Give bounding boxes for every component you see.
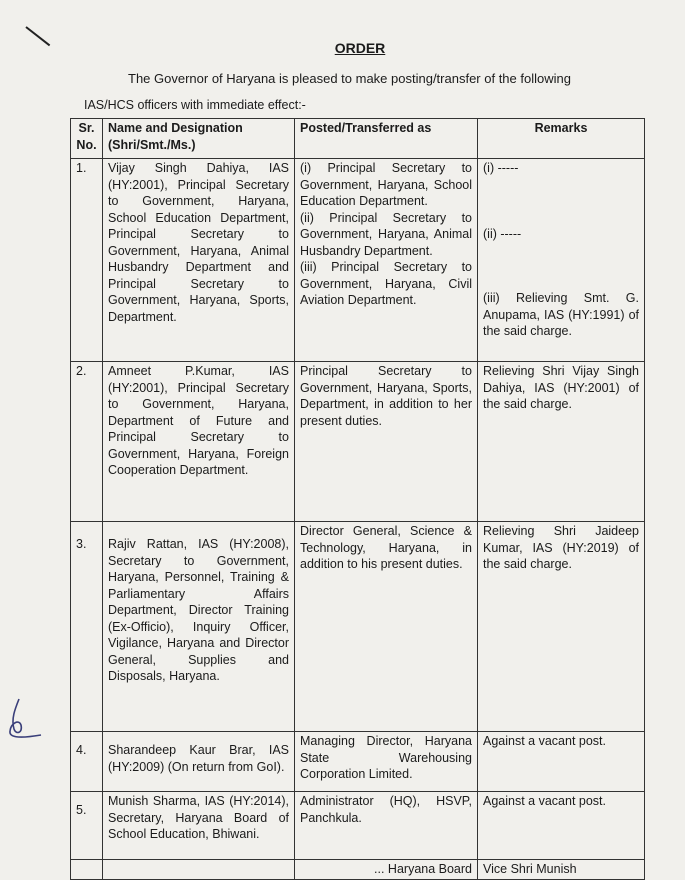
posted-item: (i) Principal Secretary to Government, Haryana, School Education Department. [300,161,472,208]
column-header-posted: Posted/Transferred as [295,119,478,159]
intro-line-1: The Governor of Haryana is pleased to make posting/transfer of the following [128,71,571,86]
order-heading: ORDER [334,40,386,56]
remarks-item: (ii) ----- [483,227,522,241]
table-row [71,522,645,732]
intro-line-2: IAS/HCS officers with immediate effect:- [84,98,306,112]
row-name: Vijay Singh Dahiya, IAS (HY:2001), Principal Secretary to Government, Haryana, School Education Department, Principal Secretary to Government, Haryana, Animal Husbandry Department and Principal Secretary to Government, Haryana, Sports, Department. [103,159,295,362]
row-posted: Director General, Science & Technology, Haryana, in addition to his present duties. [295,522,478,732]
posted-item: (ii) Principal Secretary to Government, Haryana, Animal Husbandry Department. [300,210,472,258]
row-name: Munish Sharma, IAS (HY:2014), Secretary, Haryana Board of School Education, Bhiwani. [103,792,295,860]
row-sr: 5. [71,792,103,860]
column-header-sr: Sr. No. [71,119,103,159]
row-remarks: Relieving Shri Jaideep Kumar, IAS (HY:2019) of the said charge. [478,522,645,732]
initials-signature [5,695,45,745]
row-remarks: Against a vacant post. [478,792,645,860]
table-row [71,732,645,792]
column-header-name: Name and Designation (Shri/Smt./Ms.) [103,119,295,159]
row-sr: 3. [71,522,103,732]
row-sr: 2. [71,362,103,522]
table-header-row [71,119,645,159]
row-remarks: Against a vacant post. [478,732,645,792]
row-remarks: Relieving Shri Vijay Singh Dahiya, IAS (HY:2001) of the said charge. [478,362,645,522]
row-sr: 1. [71,159,103,362]
row-name: Amneet P.Kumar, IAS (HY:2001), Principal Secretary to Government, Haryana, Department of Future and Principal Secretary to Government, Haryana, Foreign Cooperation Department. [103,362,295,522]
posted-item: (iii) Principal Secretary to Government, Haryana, Civil Aviation Department. [300,260,472,307]
row-remarks [478,159,645,362]
row-posted: Managing Director, Haryana State Warehousing Corporation Limited. [295,732,478,792]
column-header-remarks: Remarks [478,119,645,159]
table-row [71,792,645,860]
row-posted [295,159,478,362]
row-posted: Administrator (HQ), HSVP, Panchkula. [295,792,478,860]
row-name: Sharandeep Kaur Brar, IAS (HY:2009) (On return from GoI). [103,732,295,792]
table-row [71,159,645,362]
row-name: Rajiv Rattan, IAS (HY:2008), Secretary to Government, Haryana, Personnel, Training & Parliamentary Affairs Department, Director Training (Ex-Officio), Inquiry Officer, Vigilance, Haryana and Director General, Supplies and Disposals, Haryana. [103,522,295,732]
postings-table [70,118,645,880]
remarks-item: (iii) Relieving Smt. G. Anupama, IAS (HY:1991) of the said charge. [483,291,639,338]
remarks-item: (i) ----- [483,161,519,175]
row-remarks: Vice Shri Munish [478,860,645,880]
table-row [71,362,645,522]
row-sr: 4. [71,732,103,792]
row-posted: Principal Secretary to Government, Haryana, Sports, Department, in addition to her present duties. [295,362,478,522]
row-posted: ... Haryana Board [295,860,478,880]
